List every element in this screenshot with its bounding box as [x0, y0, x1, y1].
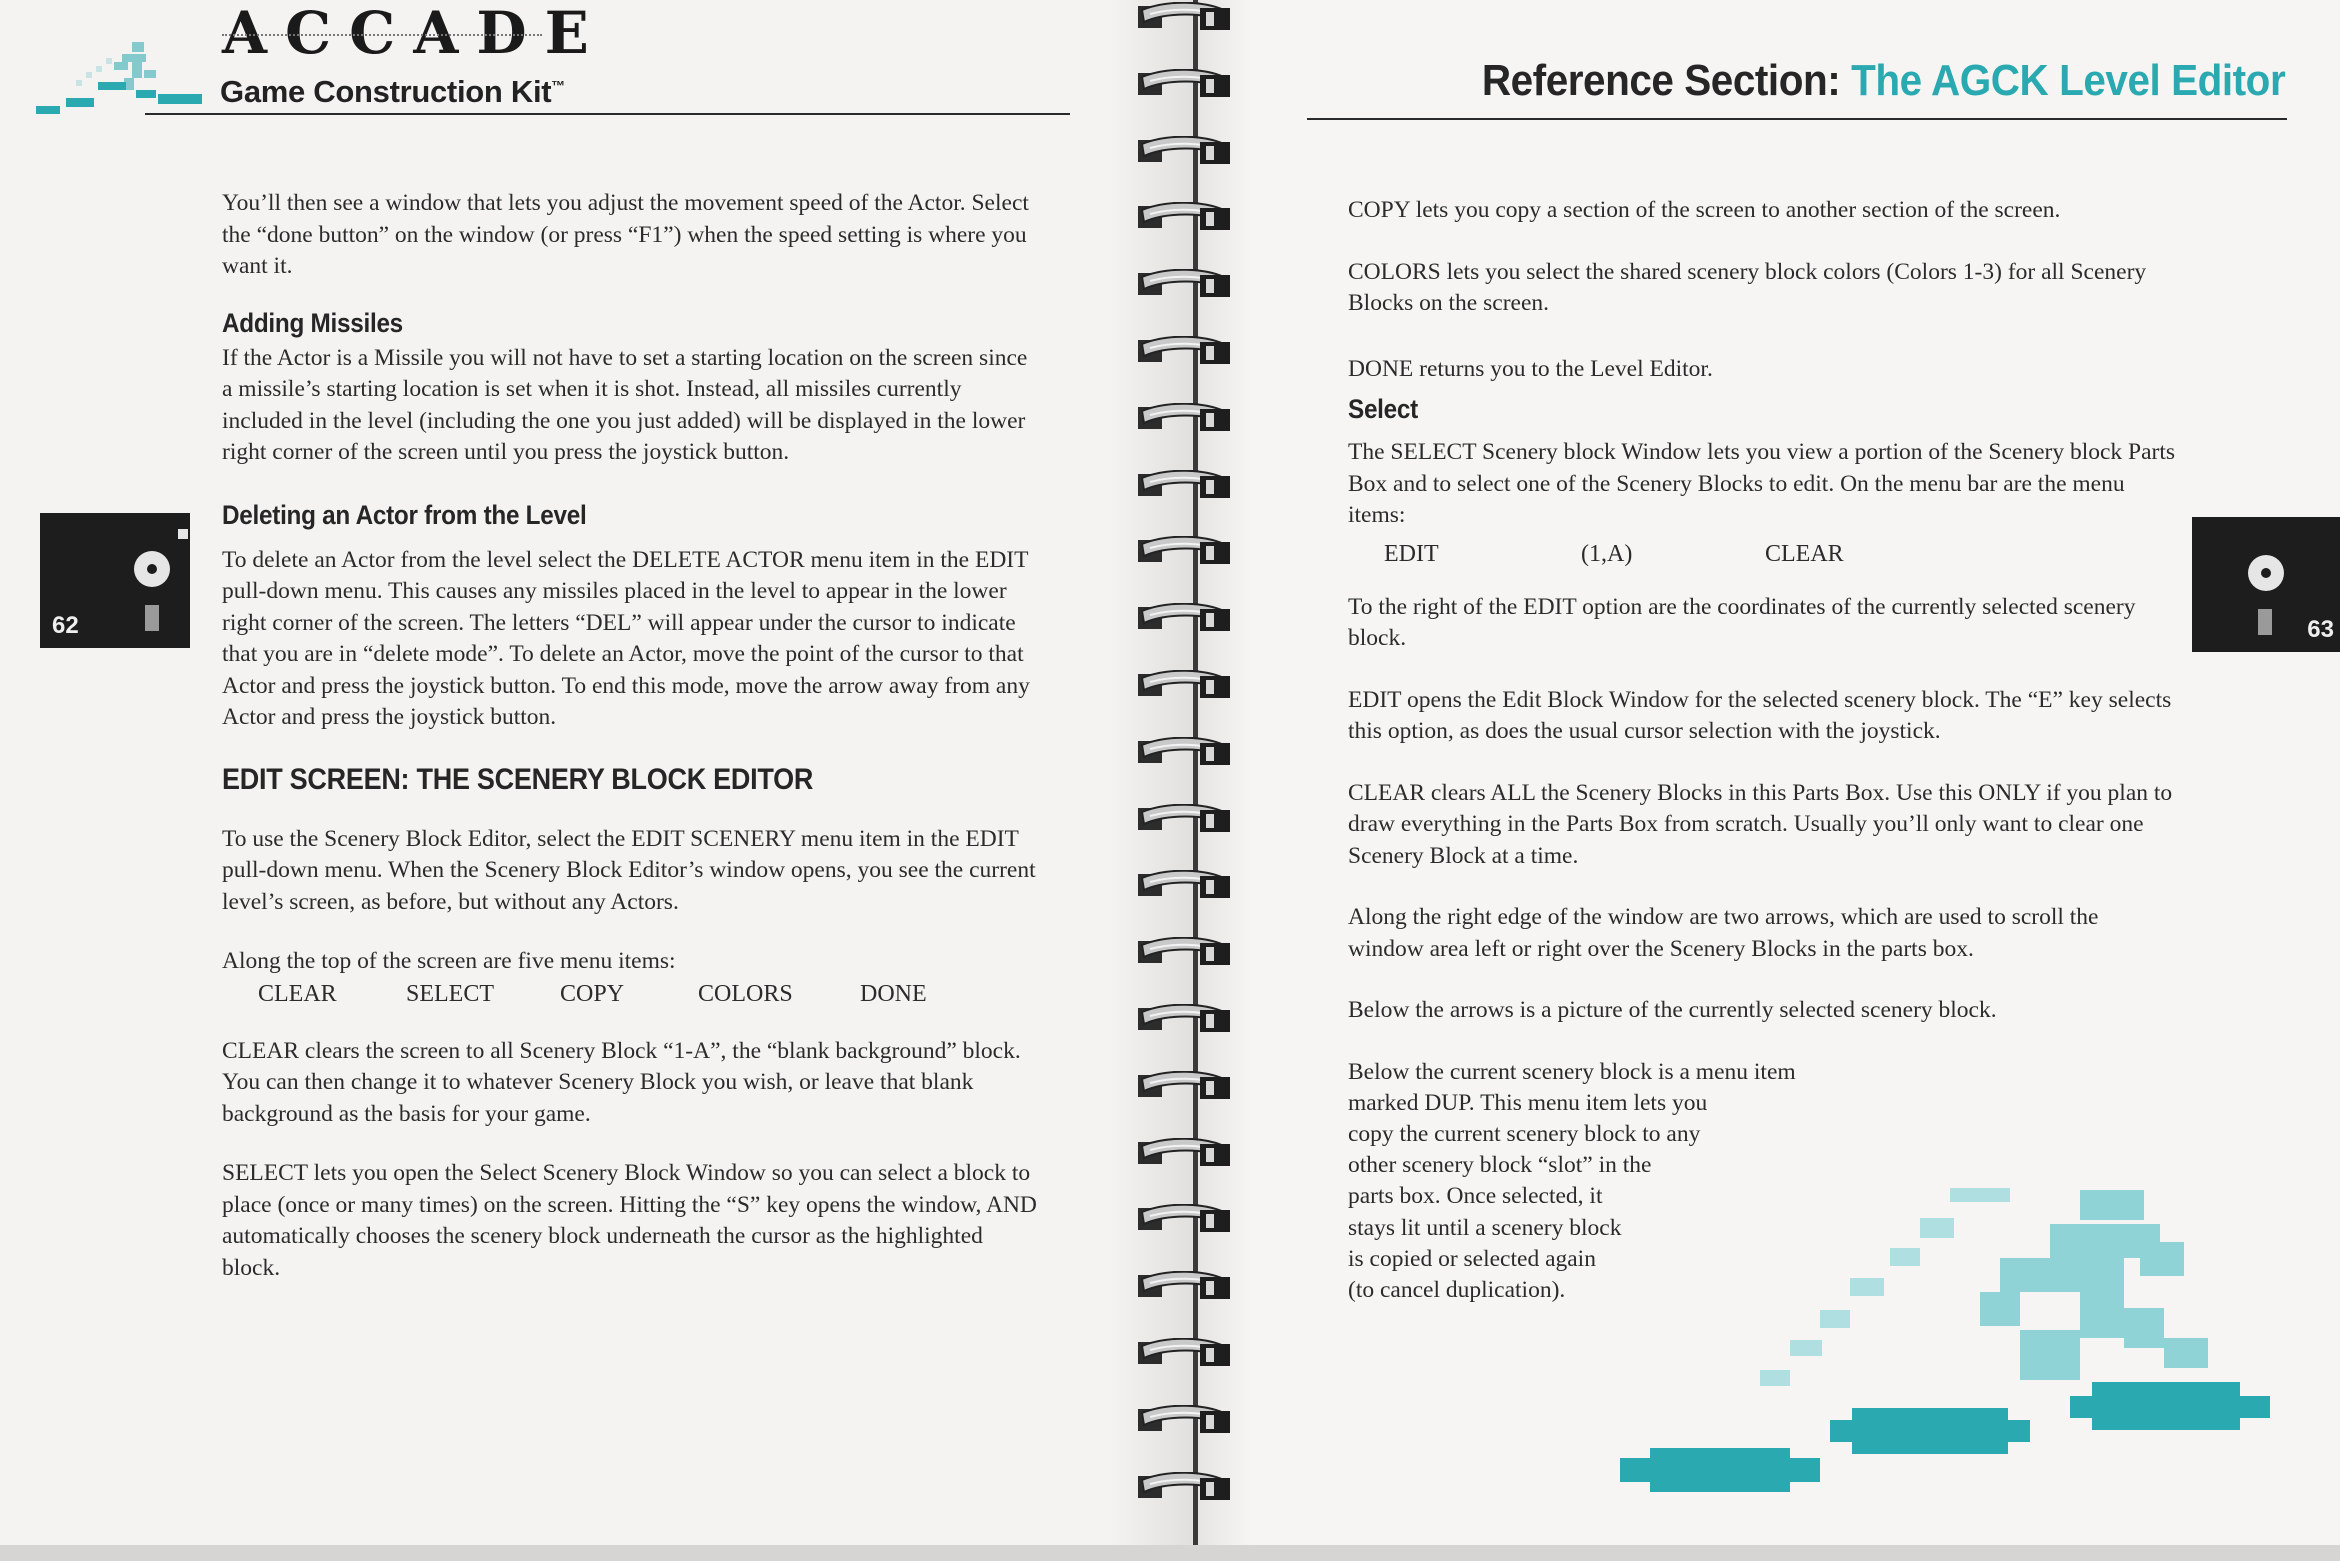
disk-slot [2258, 609, 2272, 635]
disk-icon [2248, 555, 2284, 591]
dup-line: is copied or selected again [1348, 1245, 1596, 1272]
dup-line: stays lit until a scenery block [1348, 1214, 1622, 1241]
page-tab [40, 513, 190, 648]
binding-ring [1136, 870, 1232, 900]
paragraph: Along the right edge of the window are two arrows, which are used to scroll the window area left or right over the Scenery Blocks in the parts box. [1348, 904, 2099, 962]
binding-ring [1136, 1204, 1232, 1234]
dup-line: parts box. Once selected, it [1348, 1183, 1603, 1210]
binding-ring [1136, 269, 1232, 299]
paragraph: To the right of the EDIT option are the coordinates of the currently selected scenery block. [1348, 593, 2136, 651]
paragraph: To delete an Actor from the level select the DELETE ACTOR menu item in the EDIT pull-down menu. This causes any missiles placed in the level to appear in the lower right corner of the screen. The letters “DEL” will appear under the cursor to indicate that you are in “delete mode”. To delete an Actor, move the point of the cursor to that Actor and press the joystick button. To end this mode, move the arrow away from any Actor and press the joystick button. [222, 546, 1030, 730]
right-column [1348, 195, 2178, 1306]
paragraph: The SELECT Scenery block Window lets you view a portion of the Scenery block Parts Box and to select one of the Scenery Blocks to edit. On the menu bar are the menu items: [1348, 439, 2176, 528]
menu-item-copy: COPY [560, 980, 625, 1007]
binding-ring [1136, 1138, 1232, 1168]
binding-ring [1136, 804, 1232, 834]
binding-ring [1136, 202, 1232, 232]
dup-line: marked DUP. This menu item lets you [1348, 1089, 1708, 1116]
menu-item-coordinates: (1,A) [1581, 540, 1633, 567]
binding-ring [1136, 937, 1232, 967]
binding-ring [1136, 69, 1232, 99]
binding-ring [1136, 1271, 1232, 1301]
binding-ring [1136, 1338, 1232, 1368]
page-number: 62 [52, 612, 79, 639]
paragraph: CLEAR clears ALL the Scenery Blocks in this Parts Box. Use this ONLY if you plan to draw everything in the Parts Box from scratch. Usually you’ll only want to clear one Scenery Block at a time. [1348, 779, 2173, 869]
paragraph: SELECT lets you open the Select Scenery Block Window so you can select a block to place (once or many times) on the screen. Hitting the “S” key opens the window, AND automatically chooses the scenery block underneath the cursor as the highlighted block. [222, 1160, 1037, 1281]
paragraph: EDIT opens the Edit Block Window for the selected scenery block. The “E” key selects this option, as does the usual cursor selection with the joystick. [1348, 686, 2172, 744]
paragraph: DONE returns you to the Level Editor. [1348, 355, 1713, 382]
menu-item-colors: COLORS [698, 980, 793, 1007]
binding-ring [1136, 136, 1232, 166]
section-header: Reference Section: The AGCK Level Editor [1481, 56, 2285, 105]
binding-ring [1136, 403, 1232, 433]
binding-ring [1136, 670, 1232, 700]
binding-ring [1136, 737, 1232, 767]
running-man-pixel-art-icon [1620, 1180, 2340, 1510]
disk-notch [178, 529, 188, 539]
binding-ring [1136, 1472, 1232, 1502]
disk-slot [145, 605, 159, 631]
paragraph: Along the top of the screen are five menu items: [222, 948, 676, 974]
logo-title: ACCADE [222, 0, 607, 67]
binding-ring [1136, 1071, 1232, 1101]
logo-dotted-line [222, 34, 542, 36]
right-page [1192, 0, 2340, 1545]
menu-item-edit: EDIT [1384, 540, 1439, 567]
paragraph: Below the arrows is a picture of the currently selected scenery block. [1348, 997, 1997, 1023]
header-rule [1307, 118, 2287, 120]
left-column [222, 188, 1042, 1312]
binding-ring [1136, 603, 1232, 633]
dup-line: copy the current scenery block to any [1348, 1120, 1701, 1147]
menu-item-select: SELECT [406, 980, 494, 1007]
bottom-edge [0, 1545, 2340, 1561]
menu-items-row [258, 978, 1042, 1010]
disk-icon [134, 551, 170, 587]
spiral-binding [1136, 0, 1236, 1545]
binding-ring [1136, 336, 1232, 366]
paragraph: To use the Scenery Block Editor, select the EDIT SCENERY menu item in the EDIT pull-down menu. When the Scenery Block Editor’s window opens, you see the current level’s screen, as before, but without any Actors. [222, 825, 1036, 915]
paragraph: COPY lets you copy a section of the screen to another section of the screen. [1348, 197, 2061, 223]
heading-adding-missiles: Adding Missiles [222, 307, 403, 338]
page-tab [2192, 517, 2340, 652]
header-rule [145, 113, 1070, 115]
paragraph: You’ll then see a window that lets you adjust the movement speed of the Actor. Select the “done button” on the window (or press “F1”) when the speed setting is where you want it. [222, 190, 1029, 279]
dup-line: other scenery block “slot” in the [1348, 1152, 1652, 1179]
kit-label: Game Construction Kit™ [220, 74, 565, 109]
dup-line: (to cancel duplication). [1348, 1276, 1566, 1303]
menu-items-row [1384, 538, 2178, 570]
heading-deleting-actor: Deleting an Actor from the Level [222, 499, 587, 530]
menu-item-clear: CLEAR [1765, 540, 1844, 567]
menu-item-clear: CLEAR [258, 980, 337, 1007]
binding-ring [1136, 1004, 1232, 1034]
heading-select: Select [1348, 394, 1418, 424]
paragraph: If the Actor is a Missile you will not have to set a starting location on the screen since a missile’s starting location is set when it is shot. Instead, all missiles currently included in the level (including the one you just added) will be displayed in the lower right corner of the screen until you press the joystick button. [222, 344, 1028, 465]
binding-ring [1136, 2, 1232, 32]
heading-edit-screen: EDIT SCREEN: THE SCENERY BLOCK EDITOR [222, 762, 814, 796]
binding-ring [1136, 536, 1232, 566]
binding-ring [1136, 1405, 1232, 1435]
menu-item-done: DONE [860, 980, 927, 1007]
paragraph: COLORS lets you select the shared scenery block colors (Colors 1-3) for all Scenery Blocks on the screen. [1348, 258, 2147, 316]
paragraph: CLEAR clears the screen to all Scenery Block “1-A”, the “blank background” block. You can then change it to whatever Scenery Block you wish, or leave that blank background as the basis for your game. [222, 1037, 1021, 1127]
page-number: 63 [2307, 616, 2334, 643]
binding-ring [1136, 470, 1232, 500]
dup-line: Below the current scenery block is a menu item [1348, 1058, 1796, 1085]
